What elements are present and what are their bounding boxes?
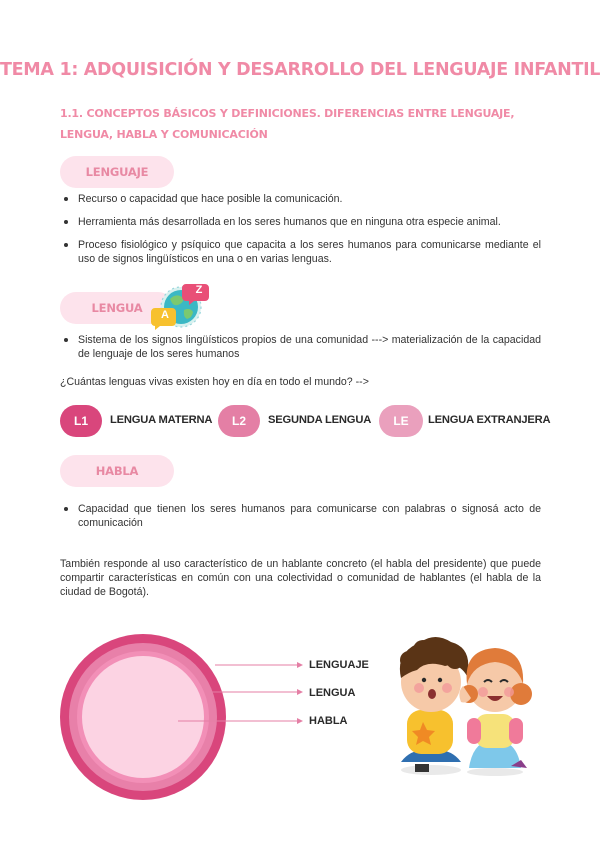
le-badge: LE (379, 405, 423, 437)
le-label: LENGUA EXTRANJERA (428, 414, 551, 426)
list-item: Sistema de los signos lingüísticos propios de una comunidad ---> materialización de la capacidad de lenguaje de los seres humanos (60, 333, 541, 361)
diagram-label-lengua: LENGUA (309, 687, 356, 699)
lenguaje-heading: LENGUAJE (60, 156, 174, 188)
habla-list (60, 502, 541, 530)
lengua-question: ¿Cuántas lenguas vivas existen hoy en día en todo el mundo? --> (60, 376, 369, 388)
diagram-label-habla: HABLA (309, 715, 348, 727)
section-subtitle: 1.1. CONCEPTOS BÁSICOS Y DEFINICIONES. DIFERENCIAS ENTRE LENGUAJE, LENGUA, HABLA Y COMUNICACIÓN (60, 107, 515, 141)
list-item: Proceso fisiológico y psíquico que capacita a los seres humanos para comunicarse mediante el uso de signos lingüísticos en una o en varias lenguas. (60, 238, 541, 266)
list-item: Herramienta más desarrollada en los seres humanos que en ninguna otra especie animal. (60, 215, 541, 229)
lenguaje-list (60, 192, 541, 266)
l2-label: SEGUNDA LENGUA (268, 414, 372, 426)
list-item: Recurso o capacidad que hace posible la comunicación. (60, 192, 541, 206)
page-title: TEMA 1: ADQUISICIÓN Y DESARROLLO DEL LENGUAJE INFANTIL (0, 60, 600, 80)
language-globe-icon (151, 280, 211, 330)
list-item: Capacidad que tienen los seres humanos para comunicarse con palabras o signosá acto de comunicación (60, 502, 541, 530)
l2-badge: L2 (218, 405, 260, 437)
concentric-diagram (60, 617, 310, 817)
lengua-list (60, 333, 541, 361)
habla-heading: HABLA (60, 455, 174, 487)
l1-label: LENGUA MATERNA (110, 414, 213, 426)
letter-a: A (161, 309, 169, 321)
diagram-label-lenguaje: LENGUAJE (309, 659, 369, 671)
lengua-heading: LENGUA (60, 292, 174, 324)
l1-badge: L1 (60, 405, 102, 437)
habla-paragraph: También responde al uso característico de un hablante concreto (el habla del presidente) que puede compartir características en común con una colectividad o comunidad de hablantes (el habla de la ciudad de Bogotá). (60, 558, 541, 598)
letter-z: Z (195, 284, 203, 296)
core-circle (82, 656, 204, 778)
children-whispering-illustration (383, 622, 543, 778)
